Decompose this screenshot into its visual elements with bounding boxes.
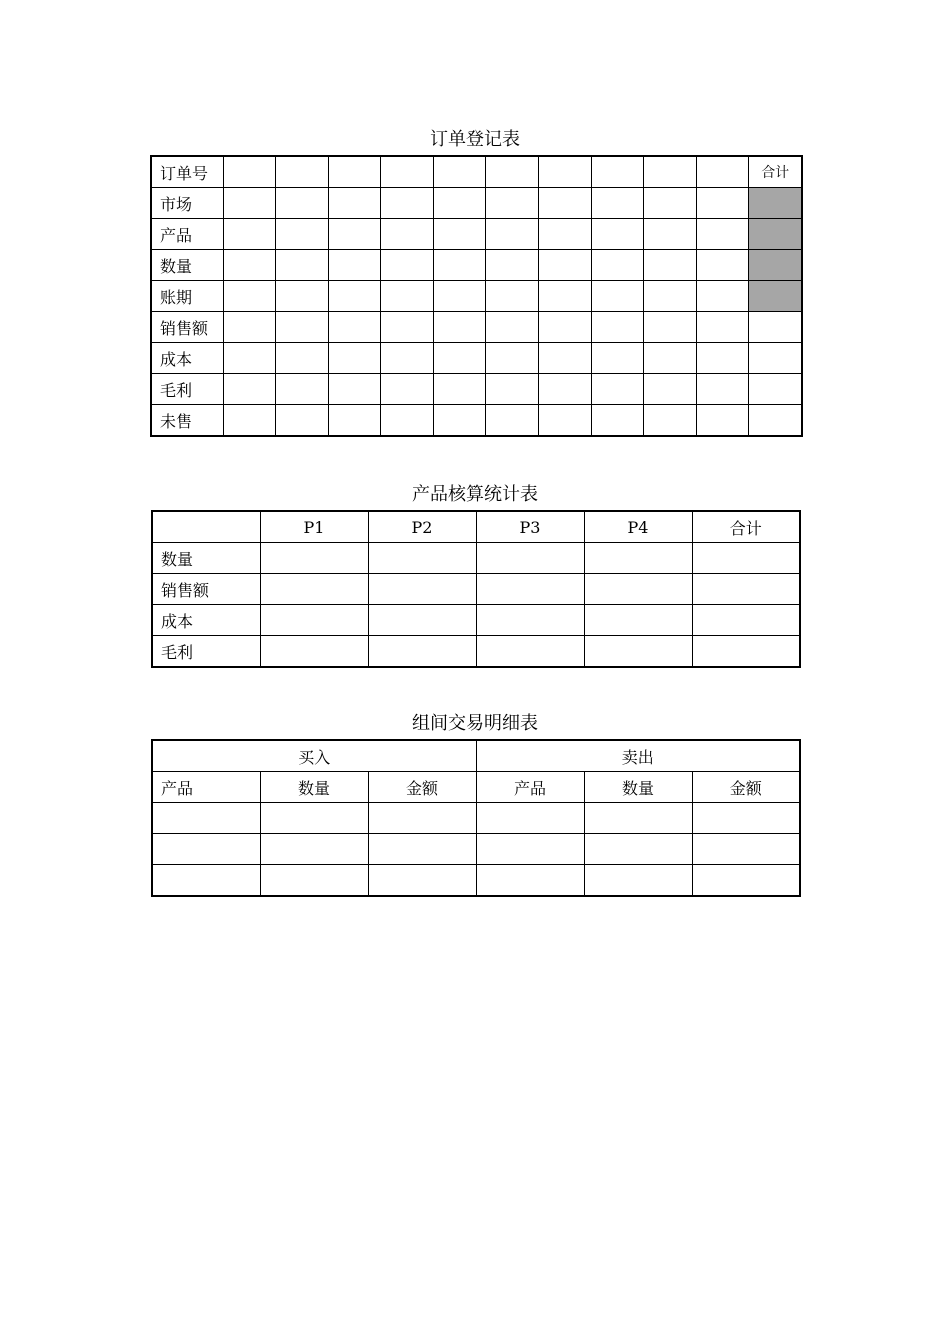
table-row bbox=[152, 574, 800, 605]
table-cell[interactable] bbox=[152, 834, 260, 865]
table-cell[interactable] bbox=[591, 374, 644, 405]
row-label: 销售额 bbox=[151, 312, 223, 343]
table-cell[interactable] bbox=[260, 636, 368, 668]
table-cell[interactable] bbox=[223, 281, 276, 312]
table-cell[interactable] bbox=[381, 374, 434, 405]
table-row bbox=[151, 312, 802, 343]
table-cell[interactable] bbox=[696, 188, 749, 219]
table-cell[interactable] bbox=[276, 250, 329, 281]
table-cell[interactable] bbox=[433, 219, 486, 250]
table-cell[interactable] bbox=[539, 343, 592, 374]
table-cell[interactable] bbox=[368, 574, 476, 605]
table-cell[interactable] bbox=[328, 374, 381, 405]
table-cell[interactable] bbox=[644, 374, 697, 405]
table-cell[interactable] bbox=[539, 188, 592, 219]
table-row bbox=[151, 250, 802, 281]
table-row bbox=[151, 343, 802, 374]
table-cell[interactable] bbox=[584, 834, 692, 865]
order-register-table bbox=[150, 155, 803, 437]
column-header: 金额 bbox=[368, 772, 476, 803]
table-cell[interactable] bbox=[260, 605, 368, 636]
table-cell[interactable] bbox=[476, 574, 584, 605]
table-cell[interactable] bbox=[223, 343, 276, 374]
table-cell[interactable] bbox=[539, 250, 592, 281]
table-cell[interactable] bbox=[276, 374, 329, 405]
table-cell[interactable] bbox=[584, 636, 692, 668]
table-cell[interactable] bbox=[696, 374, 749, 405]
table-cell[interactable] bbox=[486, 405, 539, 437]
table-row bbox=[152, 605, 800, 636]
sell-group-header: 卖出 bbox=[476, 740, 800, 772]
table-cell[interactable] bbox=[591, 405, 644, 437]
table-cell[interactable] bbox=[539, 281, 592, 312]
table-cell[interactable] bbox=[584, 865, 692, 897]
table-cell[interactable] bbox=[584, 803, 692, 834]
table-row bbox=[152, 865, 800, 897]
table-cell[interactable] bbox=[486, 188, 539, 219]
table-cell[interactable] bbox=[328, 405, 381, 437]
table-cell[interactable] bbox=[696, 405, 749, 437]
table-cell[interactable] bbox=[223, 312, 276, 343]
row-label: 市场 bbox=[151, 188, 223, 219]
table-cell[interactable] bbox=[260, 803, 368, 834]
table-cell[interactable] bbox=[539, 374, 592, 405]
table-cell[interactable] bbox=[381, 188, 434, 219]
table-cell[interactable] bbox=[696, 312, 749, 343]
shaded-cell bbox=[749, 188, 802, 219]
table-row bbox=[152, 511, 800, 543]
row-label: 销售额 bbox=[152, 574, 260, 605]
row-label: 数量 bbox=[152, 543, 260, 574]
trade-table-title: 组间交易明细表 bbox=[412, 713, 538, 734]
table-cell[interactable] bbox=[260, 865, 368, 897]
table-cell[interactable] bbox=[486, 156, 539, 188]
table-cell[interactable] bbox=[486, 219, 539, 250]
table-cell[interactable] bbox=[644, 156, 697, 188]
row-label: 未售 bbox=[151, 405, 223, 437]
table-cell[interactable] bbox=[276, 219, 329, 250]
table-cell[interactable] bbox=[223, 405, 276, 437]
table-cell[interactable] bbox=[696, 250, 749, 281]
table-cell[interactable] bbox=[692, 543, 800, 574]
table-cell[interactable] bbox=[692, 636, 800, 668]
table-cell[interactable] bbox=[328, 188, 381, 219]
column-header: P2 bbox=[368, 511, 476, 543]
table-cell[interactable] bbox=[591, 219, 644, 250]
table-cell[interactable] bbox=[368, 543, 476, 574]
column-header: P4 bbox=[584, 511, 692, 543]
table-cell[interactable] bbox=[476, 834, 584, 865]
table-cell[interactable] bbox=[591, 312, 644, 343]
table-cell[interactable] bbox=[644, 343, 697, 374]
table-cell[interactable] bbox=[749, 374, 802, 405]
table-cell[interactable] bbox=[368, 605, 476, 636]
table-cell[interactable] bbox=[260, 543, 368, 574]
row-label: 成本 bbox=[152, 605, 260, 636]
table-cell[interactable] bbox=[696, 219, 749, 250]
table-cell[interactable] bbox=[486, 250, 539, 281]
table-cell[interactable] bbox=[486, 281, 539, 312]
table-cell[interactable] bbox=[591, 343, 644, 374]
table-cell[interactable] bbox=[539, 156, 592, 188]
table-row bbox=[151, 188, 802, 219]
table-cell[interactable] bbox=[486, 343, 539, 374]
table-cell[interactable] bbox=[749, 343, 802, 374]
table-cell[interactable] bbox=[328, 219, 381, 250]
table-cell[interactable] bbox=[486, 312, 539, 343]
table-cell[interactable] bbox=[476, 865, 584, 897]
table-cell[interactable] bbox=[368, 803, 476, 834]
table-cell[interactable] bbox=[591, 188, 644, 219]
table-cell[interactable] bbox=[433, 374, 486, 405]
table-cell[interactable] bbox=[433, 250, 486, 281]
inter-group-trade-table bbox=[151, 739, 801, 897]
table-row bbox=[151, 405, 802, 437]
row-label: 账期 bbox=[151, 281, 223, 312]
table-cell[interactable] bbox=[223, 156, 276, 188]
column-header: 数量 bbox=[260, 772, 368, 803]
table-row bbox=[152, 543, 800, 574]
column-header: P3 bbox=[476, 511, 584, 543]
table-cell[interactable] bbox=[539, 312, 592, 343]
table-cell[interactable] bbox=[644, 281, 697, 312]
table-cell[interactable] bbox=[368, 865, 476, 897]
table-cell[interactable] bbox=[692, 834, 800, 865]
table-cell[interactable] bbox=[433, 312, 486, 343]
column-header: 合计 bbox=[692, 511, 800, 543]
table-cell[interactable] bbox=[644, 219, 697, 250]
table-cell[interactable] bbox=[368, 636, 476, 668]
table-cell[interactable] bbox=[328, 343, 381, 374]
table-row bbox=[151, 374, 802, 405]
order-number-header: 订单号 bbox=[151, 156, 223, 188]
table-cell[interactable] bbox=[381, 219, 434, 250]
table-cell[interactable] bbox=[644, 188, 697, 219]
table-cell[interactable] bbox=[381, 156, 434, 188]
column-header: P1 bbox=[260, 511, 368, 543]
table-cell[interactable] bbox=[223, 219, 276, 250]
table-cell[interactable] bbox=[692, 865, 800, 897]
table-row bbox=[152, 740, 800, 772]
table-cell[interactable] bbox=[692, 574, 800, 605]
table-cell[interactable] bbox=[433, 281, 486, 312]
table-row bbox=[152, 636, 800, 668]
table-cell[interactable] bbox=[328, 281, 381, 312]
table-cell[interactable] bbox=[433, 156, 486, 188]
table-cell[interactable] bbox=[381, 312, 434, 343]
table-cell[interactable] bbox=[276, 405, 329, 437]
table-cell[interactable] bbox=[276, 188, 329, 219]
table-cell[interactable] bbox=[476, 636, 584, 668]
table-row bbox=[151, 281, 802, 312]
table-cell[interactable] bbox=[276, 156, 329, 188]
table-cell[interactable] bbox=[223, 188, 276, 219]
row-label: 毛利 bbox=[152, 636, 260, 668]
table-cell[interactable] bbox=[476, 605, 584, 636]
table-cell[interactable] bbox=[584, 574, 692, 605]
table-cell[interactable] bbox=[591, 250, 644, 281]
table-cell[interactable] bbox=[433, 343, 486, 374]
table-row bbox=[151, 156, 802, 188]
table-cell[interactable] bbox=[476, 803, 584, 834]
column-header: 产品 bbox=[476, 772, 584, 803]
table-cell[interactable] bbox=[476, 543, 584, 574]
table-cell[interactable] bbox=[692, 605, 800, 636]
table-cell[interactable] bbox=[381, 281, 434, 312]
row-label: 成本 bbox=[151, 343, 223, 374]
table-cell[interactable] bbox=[644, 250, 697, 281]
table-cell[interactable] bbox=[152, 865, 260, 897]
shaded-cell bbox=[749, 250, 802, 281]
shaded-cell bbox=[749, 281, 802, 312]
table-cell[interactable] bbox=[749, 405, 802, 437]
table-cell[interactable] bbox=[381, 405, 434, 437]
table-cell[interactable] bbox=[328, 312, 381, 343]
row-label: 毛利 bbox=[151, 374, 223, 405]
table-cell[interactable] bbox=[539, 405, 592, 437]
table-cell[interactable] bbox=[433, 405, 486, 437]
table-row bbox=[152, 772, 800, 803]
table-row bbox=[152, 834, 800, 865]
table-cell[interactable] bbox=[692, 803, 800, 834]
table-cell[interactable] bbox=[644, 405, 697, 437]
row-label: 数量 bbox=[151, 250, 223, 281]
table-cell[interactable] bbox=[696, 156, 749, 188]
table-cell[interactable] bbox=[223, 250, 276, 281]
column-header: 数量 bbox=[584, 772, 692, 803]
table-cell[interactable] bbox=[328, 156, 381, 188]
buy-group-header: 买入 bbox=[152, 740, 476, 772]
table-cell[interactable] bbox=[276, 281, 329, 312]
table-cell[interactable] bbox=[260, 834, 368, 865]
table-cell[interactable] bbox=[381, 343, 434, 374]
shaded-cell bbox=[749, 219, 802, 250]
product-accounting-table bbox=[151, 510, 801, 668]
table-row bbox=[151, 219, 802, 250]
corner-cell bbox=[152, 511, 260, 543]
table-cell[interactable] bbox=[276, 343, 329, 374]
table-row bbox=[152, 803, 800, 834]
table-cell[interactable] bbox=[696, 343, 749, 374]
table-cell[interactable] bbox=[486, 374, 539, 405]
table-cell[interactable] bbox=[696, 281, 749, 312]
table-cell[interactable] bbox=[260, 574, 368, 605]
table-cell[interactable] bbox=[152, 803, 260, 834]
table-cell[interactable] bbox=[749, 312, 802, 343]
table-cell[interactable] bbox=[328, 250, 381, 281]
table-cell[interactable] bbox=[433, 188, 486, 219]
table-cell[interactable] bbox=[644, 312, 697, 343]
column-header: 金额 bbox=[692, 772, 800, 803]
order-table-title: 订单登记表 bbox=[430, 129, 520, 150]
column-header: 产品 bbox=[152, 772, 260, 803]
product-table-title: 产品核算统计表 bbox=[412, 484, 538, 505]
table-cell[interactable] bbox=[584, 543, 692, 574]
table-cell[interactable] bbox=[381, 250, 434, 281]
table-cell[interactable] bbox=[276, 312, 329, 343]
table-cell[interactable] bbox=[591, 281, 644, 312]
table-cell[interactable] bbox=[591, 156, 644, 188]
table-cell[interactable] bbox=[368, 834, 476, 865]
table-cell[interactable] bbox=[584, 605, 692, 636]
total-header: 合计 bbox=[749, 156, 802, 188]
table-cell[interactable] bbox=[539, 219, 592, 250]
table-cell[interactable] bbox=[223, 374, 276, 405]
row-label: 产品 bbox=[151, 219, 223, 250]
